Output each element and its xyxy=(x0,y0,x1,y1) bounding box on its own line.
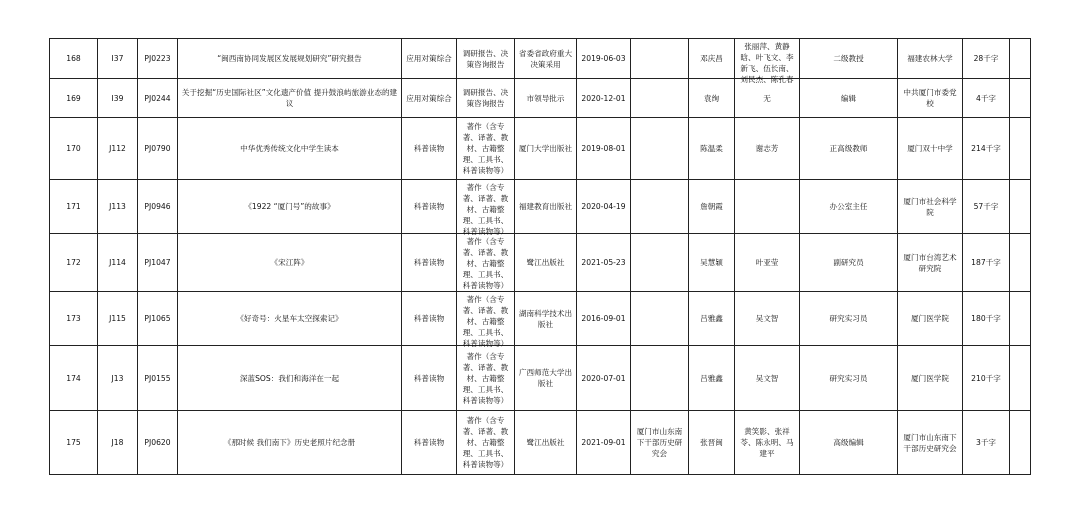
members-cell: 谢志芳 xyxy=(735,118,800,180)
project-id-cell: PJ1065 xyxy=(138,292,178,346)
publisher-cell: 鹭江出版社 xyxy=(515,234,577,292)
members-cell: 吴文智 xyxy=(735,292,800,346)
organization-cell xyxy=(631,118,689,180)
extra-cell xyxy=(1010,292,1031,346)
organization-cell xyxy=(631,292,689,346)
publisher-cell: 鹭江出版社 xyxy=(515,411,577,475)
date-cell: 2020-04-19 xyxy=(577,180,631,234)
table-row xyxy=(50,39,1031,79)
code-cell: I37 xyxy=(98,39,138,79)
date-cell: 2016-09-01 xyxy=(577,292,631,346)
author-cell: 袁绚 xyxy=(689,79,735,118)
project-id-cell: PJ0223 xyxy=(138,39,178,79)
category-cell: 科普读物 xyxy=(402,234,457,292)
words-cell: 180千字 xyxy=(963,292,1010,346)
organization-cell xyxy=(631,234,689,292)
extra-cell xyxy=(1010,234,1031,292)
extra-cell xyxy=(1010,346,1031,411)
words-cell: 187千字 xyxy=(963,234,1010,292)
type-cell: 调研报告、决策咨询报告 xyxy=(457,79,515,118)
words-cell: 214千字 xyxy=(963,118,1010,180)
rank-cell: 正高级教师 xyxy=(800,118,898,180)
category-cell: 科普读物 xyxy=(402,118,457,180)
unit-cell: 福建农林大学 xyxy=(898,39,963,79)
author-cell: 詹朝霞 xyxy=(689,180,735,234)
title-cell: 《宋江阵》 xyxy=(178,234,402,292)
table-row xyxy=(50,79,1031,118)
project-id-cell: PJ0244 xyxy=(138,79,178,118)
table-row xyxy=(50,411,1031,475)
rank-cell: 高级编辑 xyxy=(800,411,898,475)
type-cell: 著作（含专著、译著、教材、古籍整理、工具书、科普读物等） xyxy=(457,118,515,180)
seq-cell: 174 xyxy=(50,346,98,411)
category-cell: 应用对策综合 xyxy=(402,39,457,79)
extra-cell xyxy=(1010,79,1031,118)
date-cell: 2019-06-03 xyxy=(577,39,631,79)
title-cell: 关于挖掘“历史国际社区”文化遗产价值 提升鼓浪屿旅游业态的建议 xyxy=(178,79,402,118)
type-cell: 著作（含专著、译著、教材、古籍整理、工具书、科普读物等） xyxy=(457,292,515,346)
date-cell: 2020-07-01 xyxy=(577,346,631,411)
title-cell: 中华优秀传统文化中学生读本 xyxy=(178,118,402,180)
date-cell: 2020-12-01 xyxy=(577,79,631,118)
table-row xyxy=(50,346,1031,411)
code-cell: I39 xyxy=(98,79,138,118)
words-cell: 210千字 xyxy=(963,346,1010,411)
code-cell: J114 xyxy=(98,234,138,292)
seq-cell: 170 xyxy=(50,118,98,180)
extra-cell xyxy=(1010,180,1031,234)
date-cell: 2021-05-23 xyxy=(577,234,631,292)
organization-cell xyxy=(631,39,689,79)
publisher-cell: 湖南科学技术出版社 xyxy=(515,292,577,346)
members-cell: 叶亚莹 xyxy=(735,234,800,292)
category-cell: 科普读物 xyxy=(402,346,457,411)
seq-cell: 171 xyxy=(50,180,98,234)
type-cell: 著作（含专著、译著、教材、古籍整理、工具书、科普读物等） xyxy=(457,346,515,411)
extra-cell xyxy=(1010,411,1031,475)
code-cell: J115 xyxy=(98,292,138,346)
rank-cell: 二级教授 xyxy=(800,39,898,79)
category-cell: 科普读物 xyxy=(402,180,457,234)
words-cell: 28千字 xyxy=(963,39,1010,79)
words-cell: 3千字 xyxy=(963,411,1010,475)
seq-cell: 172 xyxy=(50,234,98,292)
project-id-cell: PJ0620 xyxy=(138,411,178,475)
seq-cell: 173 xyxy=(50,292,98,346)
code-cell: J113 xyxy=(98,180,138,234)
publisher-cell: 广西师范大学出版社 xyxy=(515,346,577,411)
title-cell: 深蓝SOS：我们和海洋在一起 xyxy=(178,346,402,411)
category-cell: 科普读物 xyxy=(402,411,457,475)
unit-cell: 厦门医学院 xyxy=(898,292,963,346)
code-cell: J13 xyxy=(98,346,138,411)
type-cell: 著作（含专著、译著、教材、古籍整理、工具书、科普读物等） xyxy=(457,411,515,475)
rank-cell: 副研究员 xyxy=(800,234,898,292)
type-cell: 调研报告、决策咨询报告 xyxy=(457,39,515,79)
organization-cell xyxy=(631,346,689,411)
table-row xyxy=(50,292,1031,346)
author-cell: 张晋闽 xyxy=(689,411,735,475)
publisher-cell: 省委省政府重大决策采用 xyxy=(515,39,577,79)
awards-table xyxy=(49,38,1031,475)
publisher-cell: 福建教育出版社 xyxy=(515,180,577,234)
unit-cell: 中共厦门市委党校 xyxy=(898,79,963,118)
members-cell: 张丽萍、黄静晗、叶飞文、李新飞、伍长南、刘民杰、陈孔春 xyxy=(735,39,800,79)
organization-cell xyxy=(631,79,689,118)
members-cell xyxy=(735,180,800,234)
members-cell: 黄笑影、张祥苓、陈永明、马建平 xyxy=(735,411,800,475)
title-cell: “闽西南协同发展区发展规划研究”研究报告 xyxy=(178,39,402,79)
rank-cell: 办公室主任 xyxy=(800,180,898,234)
project-id-cell: PJ0946 xyxy=(138,180,178,234)
title-cell: 《好奇号：火星车太空探索记》 xyxy=(178,292,402,346)
author-cell: 吕雅鑫 xyxy=(689,292,735,346)
author-cell: 吴慧颖 xyxy=(689,234,735,292)
members-cell: 无 xyxy=(735,79,800,118)
seq-cell: 175 xyxy=(50,411,98,475)
project-id-cell: PJ0155 xyxy=(138,346,178,411)
seq-cell: 168 xyxy=(50,39,98,79)
project-id-cell: PJ0790 xyxy=(138,118,178,180)
organization-cell: 厦门市山东南下干部历史研究会 xyxy=(631,411,689,475)
words-cell: 4千字 xyxy=(963,79,1010,118)
type-cell: 著作（含专著、译著、教材、古籍整理、工具书、科普读物等） xyxy=(457,234,515,292)
project-id-cell: PJ1047 xyxy=(138,234,178,292)
title-cell: 《那时候 我们南下》历史老照片纪念册 xyxy=(178,411,402,475)
category-cell: 应用对策综合 xyxy=(402,79,457,118)
code-cell: J112 xyxy=(98,118,138,180)
unit-cell: 厦门市台湾艺术研究院 xyxy=(898,234,963,292)
author-cell: 陈温柔 xyxy=(689,118,735,180)
rank-cell: 研究实习员 xyxy=(800,346,898,411)
publisher-cell: 市领导批示 xyxy=(515,79,577,118)
table-row xyxy=(50,118,1031,180)
type-cell: 著作（含专著、译著、教材、古籍整理、工具书、科普读物等） xyxy=(457,180,515,234)
organization-cell xyxy=(631,180,689,234)
table-row xyxy=(50,180,1031,234)
unit-cell: 厦门医学院 xyxy=(898,346,963,411)
author-cell: 吕雅鑫 xyxy=(689,346,735,411)
extra-cell xyxy=(1010,118,1031,180)
unit-cell: 厦门双十中学 xyxy=(898,118,963,180)
title-cell: 《1922 “厦门号”的故事》 xyxy=(178,180,402,234)
publisher-cell: 厦门大学出版社 xyxy=(515,118,577,180)
seq-cell: 169 xyxy=(50,79,98,118)
date-cell: 2019-08-01 xyxy=(577,118,631,180)
words-cell: 57千字 xyxy=(963,180,1010,234)
rank-cell: 编辑 xyxy=(800,79,898,118)
code-cell: J18 xyxy=(98,411,138,475)
date-cell: 2021-09-01 xyxy=(577,411,631,475)
rank-cell: 研究实习员 xyxy=(800,292,898,346)
category-cell: 科普读物 xyxy=(402,292,457,346)
members-cell: 吴文智 xyxy=(735,346,800,411)
extra-cell xyxy=(1010,39,1031,79)
table-row xyxy=(50,234,1031,292)
unit-cell: 厦门市山东南下干部历史研究会 xyxy=(898,411,963,475)
author-cell: 邓庆昌 xyxy=(689,39,735,79)
unit-cell: 厦门市社会科学院 xyxy=(898,180,963,234)
